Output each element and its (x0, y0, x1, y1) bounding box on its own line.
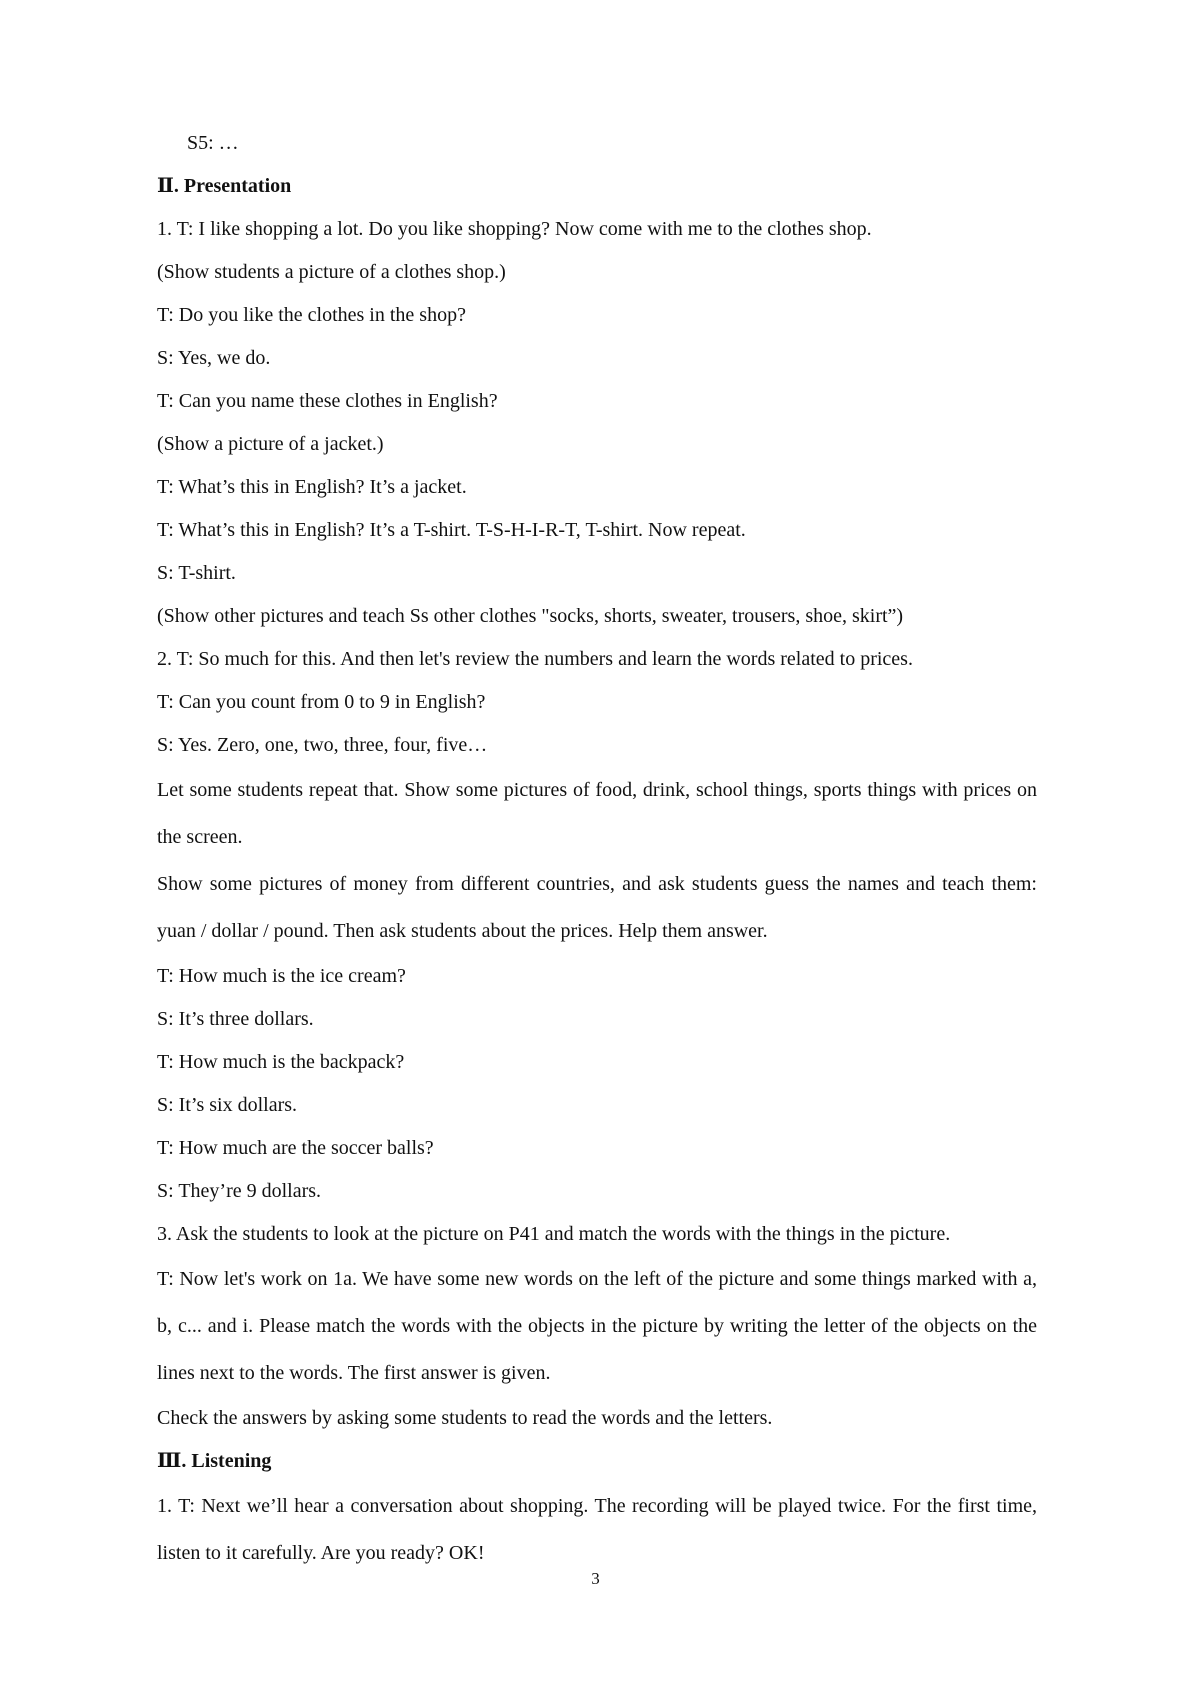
text-line: T: How much is the ice cream? (157, 965, 406, 987)
text-line: S: Yes. Zero, one, two, three, four, five… (157, 734, 488, 756)
text-line: S: They’re 9 dollars. (157, 1180, 322, 1202)
section-heading-listening: Ⅲ. Listening (157, 1450, 272, 1472)
page-number: 3 (591, 1569, 600, 1588)
text-line: S: Yes, we do. (157, 347, 271, 369)
text-paragraph: Let some students repeat that. Show some pictures of food, drink, school things, sports things with prices on the screen. (157, 779, 1037, 848)
section-heading-presentation: Ⅱ. Presentation (157, 175, 292, 197)
text-line: (Show a picture of a jacket.) (157, 433, 384, 455)
text-line: (Show other pictures and teach Ss other clothes "socks, shorts, sweater, trousers, shoe, skirt”) (157, 605, 904, 627)
text-line: T: How much are the soccer balls? (157, 1137, 434, 1159)
page-content (157, 122, 1037, 1577)
dialogue-line-s5: S5: … (187, 132, 239, 154)
text-line: T: What’s this in English? It’s a jacket. (157, 476, 467, 498)
text-line: T: Can you name these clothes in English? (157, 390, 498, 412)
text-line: 3. Ask the students to look at the picture on P41 and match the words with the things in the picture. (157, 1223, 951, 1245)
text-line: T: How much is the backpack? (157, 1051, 405, 1073)
text-line: T: Do you like the clothes in the shop? (157, 304, 466, 326)
text-paragraph: Show some pictures of money from different countries, and ask students guess the names and teach them: yuan / dollar / pound. Then ask students about the prices. Help them answer. (157, 873, 1037, 942)
text-line: S: It’s three dollars. (157, 1008, 314, 1030)
text-line: 1. T: I like shopping a lot. Do you like shopping? Now come with me to the clothes shop. (157, 218, 872, 240)
text-line: T: What’s this in English? It’s a T-shirt. T-S-H-I-R-T, T-shirt. Now repeat. (157, 519, 746, 541)
text-line: T: Can you count from 0 to 9 in English? (157, 691, 486, 713)
text-line: S: It’s six dollars. (157, 1094, 298, 1116)
text-line: S: T-shirt. (157, 562, 236, 584)
text-line: (Show students a picture of a clothes shop.) (157, 261, 506, 283)
text-paragraph: 1. T: Next we’ll hear a conversation about shopping. The recording will be played twice. For the first time, listen to it carefully. Are you ready? OK! (157, 1495, 1037, 1564)
text-line: 2. T: So much for this. And then let's review the numbers and learn the words related to prices. (157, 648, 913, 670)
text-line: Check the answers by asking some students to read the words and the letters. (157, 1407, 773, 1429)
text-paragraph: T: Now let's work on 1a. We have some new words on the left of the picture and some things marked with a, b, c... and i. Please match the words with the objects in the picture by writing the letter of the objects on the lines next to the words. The first answer is given. (157, 1268, 1037, 1384)
